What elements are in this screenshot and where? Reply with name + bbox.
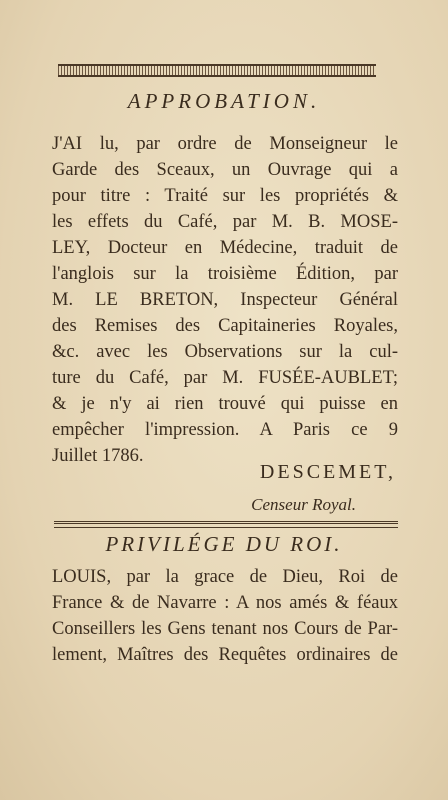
ornamental-rule-top [58,64,376,77]
approbation-title: APPROBATION. [127,89,321,113]
text-line: Conseillers les Gens tenant nos Cours de Par- [52,619,398,639]
censor-title: Censeur Royal. [251,495,356,514]
text-line: Juillet 1786. [52,446,144,466]
text-line: LOUIS, par la grace de Dieu, Roi de [52,567,398,587]
text-line: ture du Café, par M. FUSÉE-AUBLET; [52,368,398,388]
text-line: M. LE BRETON, Inspecteur Général [52,290,398,310]
text-line: France & de Navarre : A nos amés & féaux [52,593,398,613]
text-line: & je n'y ai rien trouvé qui puisse en [52,394,398,414]
text-line: lement, Maîtres des Requêtes ordinaires de [52,645,398,665]
privilege-title: PRIVILÉGE DU ROI. [105,532,343,556]
censor-signature: DESCEMET, [259,461,396,483]
approbation-text [52,131,398,469]
section-divider [54,521,398,528]
text-line: des Remises des Capitaineries Royales, [52,316,398,336]
text-line: J'AI lu, par ordre de Monseigneur le [52,134,398,154]
privilege-text [52,564,398,668]
text-line: empêcher l'impression. A Paris ce 9 [52,420,398,440]
text-line: pour titre : Traité sur les propriétés & [52,186,398,206]
text-line: &c. avec les Observations sur la cul- [52,342,398,362]
text-line: les effets du Café, par M. B. MOSE- [52,212,398,232]
text-line: LEY, Docteur en Médecine, traduit de [52,238,398,258]
text-line: Garde des Sceaux, un Ouvrage qui a [52,160,398,180]
text-line: l'anglois sur la troisième Édition, par [52,264,398,284]
